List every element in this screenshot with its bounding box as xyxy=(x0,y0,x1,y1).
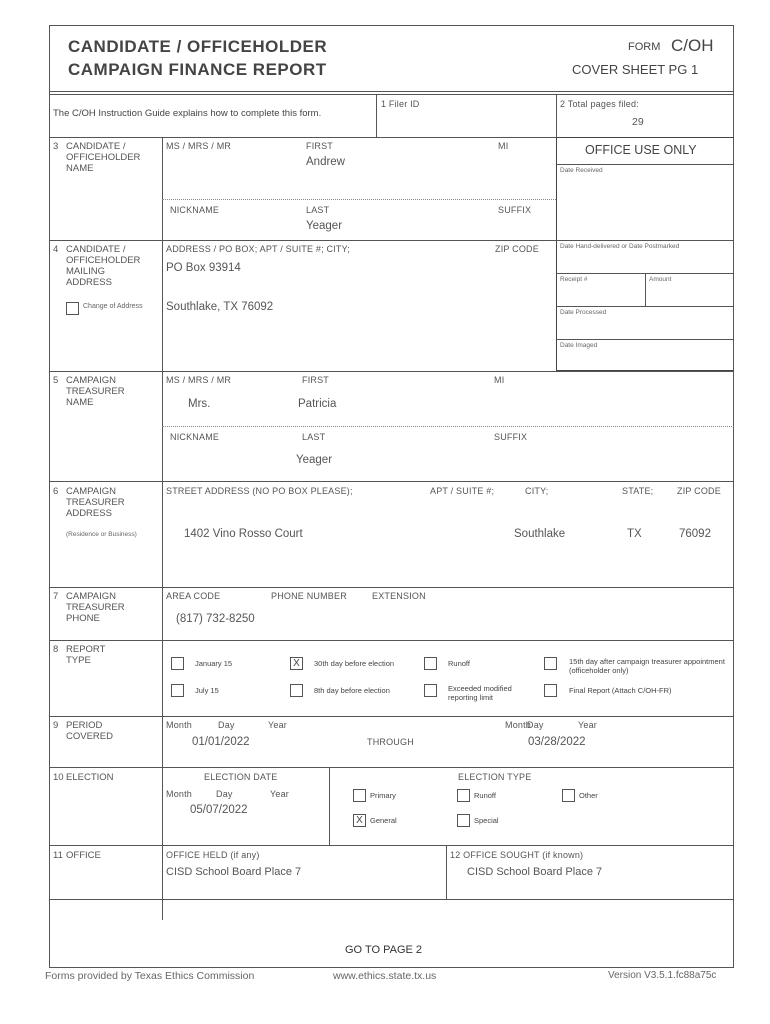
s9-day-label-2: Day xyxy=(527,720,544,730)
office-sought[interactable]: CISD School Board Place 7 xyxy=(467,866,603,878)
s10-year-label: Year xyxy=(270,789,289,799)
receipt-label: Receipt # xyxy=(560,276,588,283)
s3-first-label: FIRST xyxy=(306,141,333,151)
s8-label: REPORT TYPE xyxy=(66,644,106,666)
s7-label: CAMPAIGN TREASURER PHONE xyxy=(66,591,125,624)
amount-label: Amount xyxy=(649,276,672,283)
s3-prefix-label: MS / MRS / MR xyxy=(166,141,232,151)
s9-year-label: Year xyxy=(268,720,287,730)
s5-num: 5 xyxy=(53,375,59,386)
s5-suffix-label: SUFFIX xyxy=(494,432,528,442)
treasurer-phone[interactable]: (817) 732-8250 xyxy=(176,613,255,625)
mailing-address-line2[interactable]: Southlake, TX 76092 xyxy=(166,301,274,313)
s10-day-label: Day xyxy=(216,789,233,799)
s11-num: 11 xyxy=(53,850,63,861)
cover-sheet-label: COVER SHEET PG 1 xyxy=(572,62,699,77)
report-8th-label: 8th day before election xyxy=(314,686,390,695)
s4-address-label: ADDRESS / PO BOX; APT / SUITE #; CITY; xyxy=(166,244,350,254)
s9-month-label-2: Month xyxy=(505,720,532,730)
report-15th-checkbox[interactable] xyxy=(544,657,557,670)
s5-last-label: LAST xyxy=(302,432,326,442)
s4-num: 4 xyxy=(53,244,59,255)
s9-year-label-2: Year xyxy=(578,720,597,730)
election-general-checkbox[interactable]: X xyxy=(353,814,366,827)
report-runoff-checkbox[interactable] xyxy=(424,657,437,670)
s10-num: 10 xyxy=(53,772,64,783)
header-divider xyxy=(49,91,734,92)
election-other-label: Other xyxy=(579,791,598,800)
mailing-address-line1[interactable]: PO Box 93914 xyxy=(166,262,241,274)
report-30th-label: 30th day before election xyxy=(314,659,395,668)
report-15th-label: 15th day after campaign treasurer appointment (officeholder only) xyxy=(569,657,725,675)
candidate-last-name[interactable]: Yeager xyxy=(306,220,343,232)
s9-num: 9 xyxy=(53,720,59,731)
treasurer-street[interactable]: 1402 Vino Rosso Court xyxy=(184,528,303,540)
treasurer-first-name[interactable]: Patricia xyxy=(298,398,337,410)
report-8th-checkbox[interactable] xyxy=(290,684,303,697)
s3-suffix-label: SUFFIX xyxy=(498,205,532,215)
s6-apt-label: APT / SUITE #; xyxy=(430,486,495,496)
s9-day-label: Day xyxy=(218,720,235,730)
period-from[interactable]: 01/01/2022 xyxy=(192,736,250,748)
s7-area-label: AREA CODE xyxy=(166,591,221,601)
report-jul15-checkbox[interactable] xyxy=(171,684,184,697)
report-jul15-label: July 15 xyxy=(195,686,219,695)
election-type-label: ELECTION TYPE xyxy=(458,772,532,782)
label-column-divider xyxy=(162,137,163,920)
s7-ext-label: EXTENSION xyxy=(372,591,426,601)
report-final-checkbox[interactable] xyxy=(544,684,557,697)
footer-website[interactable]: www.ethics.state.tx.us xyxy=(333,970,437,982)
total-pages-label: 2 Total pages filed: xyxy=(560,99,639,109)
form-word: FORM xyxy=(628,41,661,53)
report-exceeded-label: Exceeded modified reporting limit xyxy=(448,684,512,702)
s6-label: CAMPAIGN TREASURER ADDRESS xyxy=(66,486,125,519)
s3-nickname-label: NICKNAME xyxy=(170,205,220,215)
instruction-text: The C/OH Instruction Guide explains how to complete this form. xyxy=(53,108,322,119)
report-exceeded-checkbox[interactable] xyxy=(424,684,437,697)
election-date[interactable]: 05/07/2022 xyxy=(190,804,248,816)
s5-nickname-label: NICKNAME xyxy=(170,432,220,442)
election-other-checkbox[interactable] xyxy=(562,789,575,802)
date-imaged-label: Date Imaged xyxy=(560,342,598,349)
office-held-label: OFFICE HELD (if any) xyxy=(166,850,260,860)
go-to-page-2: GO TO PAGE 2 xyxy=(345,944,423,956)
s6-street-label: STREET ADDRESS (NO PO BOX PLEASE); xyxy=(166,486,353,496)
date-hand-delivered-label: Date Hand-delivered or Date Postmarked xyxy=(560,243,680,250)
treasurer-state[interactable]: TX xyxy=(627,528,642,540)
s7-phone-label: PHONE NUMBER xyxy=(271,591,347,601)
election-runoff-label: Runoff xyxy=(474,791,496,800)
office-use-title: OFFICE USE ONLY xyxy=(585,143,697,157)
form-title-line2: CAMPAIGN FINANCE REPORT xyxy=(68,60,327,79)
date-processed-label: Date Processed xyxy=(560,309,607,316)
treasurer-city[interactable]: Southlake xyxy=(514,528,566,540)
report-runoff-label: Runoff xyxy=(448,659,470,668)
footer-provided-by: Forms provided by Texas Ethics Commission xyxy=(45,970,255,982)
s5-mi-label: MI xyxy=(494,375,505,385)
election-special-label: Special xyxy=(474,816,499,825)
s5-first-label: FIRST xyxy=(302,375,329,385)
report-30th-checkbox[interactable]: X xyxy=(290,657,303,670)
s3-num: 3 xyxy=(53,141,59,152)
change-of-address-checkbox[interactable] xyxy=(66,302,79,315)
s6-num: 6 xyxy=(53,486,59,497)
s4-zip-label: ZIP CODE xyxy=(495,244,539,254)
total-pages-value[interactable]: 29 xyxy=(632,116,644,128)
election-primary-checkbox[interactable] xyxy=(353,789,366,802)
s8-num: 8 xyxy=(53,644,59,655)
treasurer-last-name[interactable]: Yeager xyxy=(296,454,333,466)
s9-label: PERIOD COVERED xyxy=(66,720,113,742)
filer-id-label: 1 Filer ID xyxy=(381,99,420,109)
form-title-line1: CANDIDATE / OFFICEHOLDER xyxy=(68,37,328,56)
change-of-address-label: Change of Address xyxy=(83,303,143,310)
through-label: THROUGH xyxy=(367,737,414,747)
s5-prefix-label: MS / MRS / MR xyxy=(166,375,232,385)
office-sought-label: 12 OFFICE SOUGHT (if known) xyxy=(450,850,584,860)
office-held[interactable]: CISD School Board Place 7 xyxy=(166,866,302,878)
report-jan15-checkbox[interactable] xyxy=(171,657,184,670)
treasurer-prefix[interactable]: Mrs. xyxy=(188,398,211,410)
date-received-label: Date Received xyxy=(560,167,603,174)
report-final-label: Final Report (Attach C/OH-FR) xyxy=(569,686,672,695)
candidate-first-name[interactable]: Andrew xyxy=(306,156,345,168)
report-jan15-label: January 15 xyxy=(195,659,233,668)
election-special-checkbox[interactable] xyxy=(457,814,470,827)
s6-state-label: STATE; xyxy=(622,486,654,496)
s9-month-label: Month xyxy=(166,720,193,730)
s7-num: 7 xyxy=(53,591,59,602)
s5-label: CAMPAIGN TREASURER NAME xyxy=(66,375,125,408)
s6-city-label: CITY; xyxy=(525,486,549,496)
election-primary-label: Primary xyxy=(370,791,396,800)
s11-label: OFFICE xyxy=(66,850,101,861)
s3-last-label: LAST xyxy=(306,205,330,215)
s10-label: ELECTION xyxy=(66,772,114,783)
period-to[interactable]: 03/28/2022 xyxy=(528,736,586,748)
election-runoff-checkbox[interactable] xyxy=(457,789,470,802)
s6-sub-label: (Residence or Business) xyxy=(66,531,137,538)
s10-month-label: Month xyxy=(166,789,193,799)
s3-label: CANDIDATE / OFFICEHOLDER NAME xyxy=(66,141,141,174)
footer-version: Version V3.5.1.fc88a75c xyxy=(608,970,717,981)
s4-label: CANDIDATE / OFFICEHOLDER MAILING ADDRESS xyxy=(66,244,141,288)
form-code: C/OH xyxy=(671,36,714,55)
s6-zip-label: ZIP CODE xyxy=(677,486,721,496)
treasurer-zip[interactable]: 76092 xyxy=(679,528,711,540)
election-general-label: General xyxy=(370,816,397,825)
s3-mi-label: MI xyxy=(498,141,509,151)
election-date-label: ELECTION DATE xyxy=(204,772,278,782)
